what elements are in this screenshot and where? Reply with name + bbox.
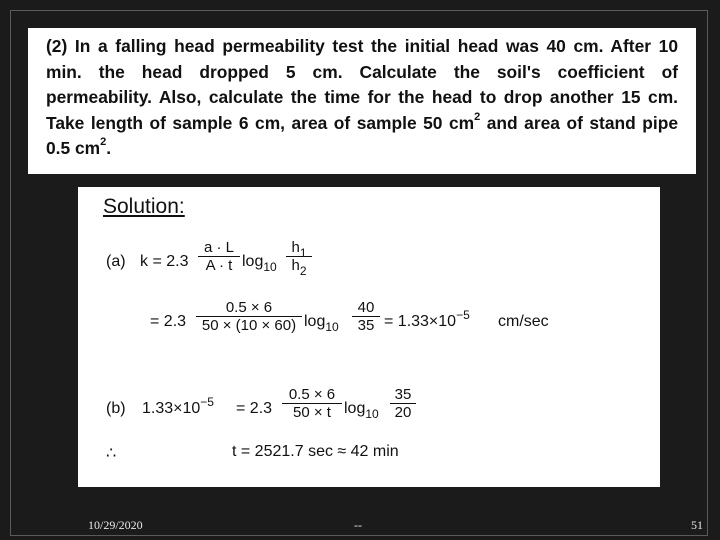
part-a-log2: [304, 313, 339, 334]
frac-den: A · t: [205, 257, 233, 274]
result-text: = 1.33×10: [384, 313, 457, 330]
question-line-2: min. the head dropped 5 cm. Calculate the soil's coefficient of: [46, 61, 678, 82]
part-b-label: (b): [106, 400, 126, 417]
h-sub: 2: [299, 264, 307, 278]
h-text: h: [291, 257, 300, 274]
log-text: log: [304, 313, 326, 330]
frac-num: [286, 239, 312, 260]
question-line-4-a: Take length of sample 6 cm, area of sample 50 cm: [46, 112, 475, 133]
part-a-label: (a): [106, 253, 126, 270]
part-a-fraction-values: [196, 299, 302, 334]
part-b-eq: = 2.3: [236, 400, 273, 417]
superscript-2b: 2: [100, 136, 107, 149]
frac-num: 40: [357, 299, 375, 316]
part-b-fraction-values: [282, 386, 342, 421]
part-a-fraction-h1-h2: [286, 239, 312, 278]
footer-date: 10/29/2020: [88, 518, 143, 532]
frac-num: 0.5 × 6: [225, 299, 273, 316]
frac-den: 20: [394, 404, 412, 421]
solution-box: [78, 187, 660, 487]
solution-title: Solution:: [103, 195, 185, 218]
part-a-fraction-40-35: [352, 299, 380, 334]
question-line-4-b: and area of stand pipe: [480, 112, 678, 133]
part-a-lhs: k = 2.3: [140, 253, 189, 270]
part-a-result: [384, 308, 470, 331]
log-base: 10: [365, 407, 379, 421]
frac-num: 0.5 × 6: [288, 386, 336, 403]
therefore-symbol: ∴: [106, 445, 117, 462]
frac-num: a · L: [203, 239, 234, 256]
part-b-lhs: [142, 395, 214, 418]
h-sub: 1: [299, 246, 307, 260]
log-base: 10: [263, 260, 277, 274]
part-a-unit: cm/sec: [498, 313, 549, 330]
log-text: log: [344, 400, 366, 417]
log-base: 10: [325, 320, 339, 334]
frac-num: 35: [394, 386, 412, 403]
question-line-5: [46, 136, 678, 162]
frac-den: 50 × t: [293, 404, 331, 421]
frac-den: 35: [357, 317, 375, 334]
part-a-line2-eq: = 2.3: [150, 313, 187, 330]
question-line-4: [46, 111, 678, 137]
footer-page-number: 51: [691, 518, 703, 532]
question-line-5-b: .: [106, 138, 112, 158]
footer-center: --: [354, 518, 362, 532]
question-box: [28, 28, 696, 174]
part-b-result: t = 2521.7 sec ≈ 42 min: [232, 443, 399, 460]
part-b-log: [344, 400, 379, 421]
part-b-fraction-35-20: [390, 386, 416, 421]
lhs-exp: −5: [200, 395, 214, 409]
question-line-1: (2) In a falling head permeability test the initial head was 40 cm. After 10: [46, 36, 678, 56]
lhs-text: 1.33×10: [142, 400, 201, 417]
log-text: log: [242, 253, 264, 270]
frac-den: 50 × (10 × 60): [201, 317, 297, 334]
part-a-log: [242, 253, 277, 274]
question-line-5-a: 0.5 cm: [46, 138, 101, 158]
result-exp: −5: [456, 308, 470, 322]
superscript-2: 2: [474, 110, 481, 123]
question-line-3: permeability. Also, calculate the time for the head to drop another 15 cm.: [46, 87, 678, 107]
h-text: h: [291, 239, 300, 256]
frac-den: [286, 257, 312, 278]
part-a-fraction-aL-At: [198, 239, 240, 274]
